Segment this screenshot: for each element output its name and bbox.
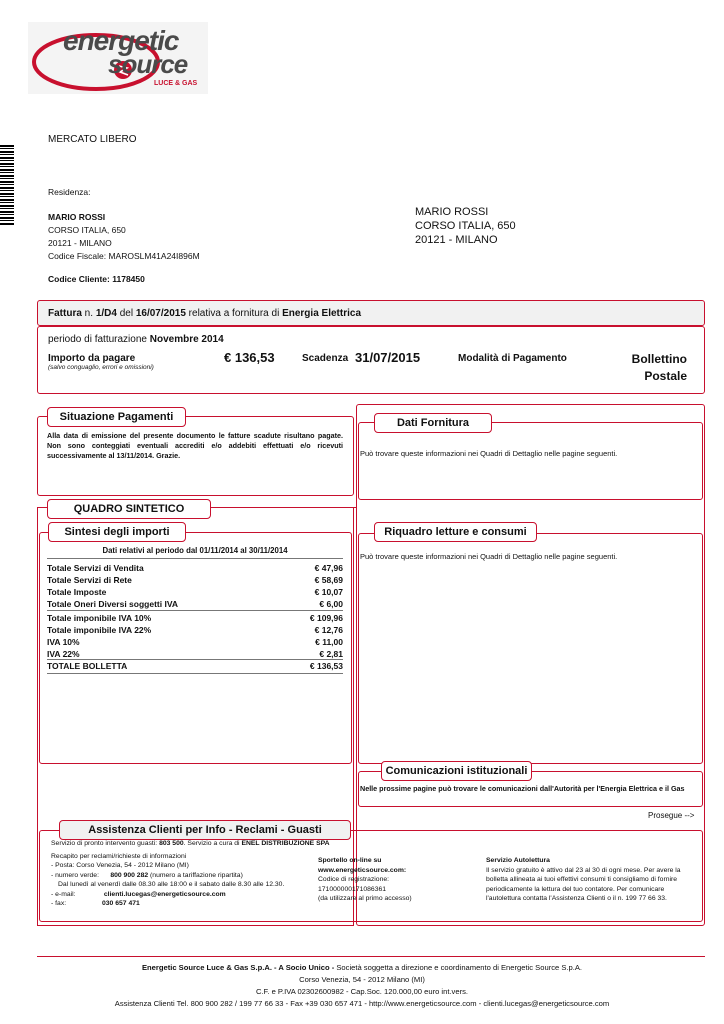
residence-tax-code: Codice Fiscale: MAROSLM41A24I896M xyxy=(48,251,200,261)
footer-line-2: Corso Venezia, 54 - 2012 Milano (MI) xyxy=(299,975,425,984)
amount-label: Importo da pagare xyxy=(48,353,136,364)
residence-label: Residenza: xyxy=(48,187,91,197)
payments-title: Situazione Pagamenti xyxy=(47,407,186,427)
due-date: 31/07/2015 xyxy=(355,350,421,365)
summary-subtitle: Sintesi degli importi xyxy=(48,522,186,542)
supply-text: Può trovare queste informazioni nei Quadri di Dettaglio nelle pagine seguenti. xyxy=(360,449,618,458)
summary-row-value: € 10,07 xyxy=(314,587,343,597)
summary-row-value: € 58,69 xyxy=(314,575,343,585)
online-url[interactable]: www.energeticsource.com: xyxy=(318,866,407,874)
company-logo xyxy=(28,22,208,94)
recipient-name: MARIO ROSSI xyxy=(415,206,489,218)
payment-method: Bollettino Postale xyxy=(631,352,687,383)
logo-wordmark-bottom: source xyxy=(108,49,188,79)
invoice-title: Fattura n. 1/D4 del 16/07/2015 relativa a fornitura di Energia Elettrica xyxy=(48,308,361,319)
summary-row-label: IVA 10% xyxy=(47,637,80,647)
logo-tagline: LUCE & GAS xyxy=(154,80,198,87)
readings-title: Riquadro letture e consumi xyxy=(374,522,537,542)
residence-block xyxy=(48,186,200,286)
recipient-street: CORSO ITALIA, 650 xyxy=(415,220,516,232)
market-label: MERCATO LIBERO xyxy=(48,134,137,145)
summary-row-label: IVA 22% xyxy=(47,649,80,659)
summary-row-value: € 11,00 xyxy=(315,637,343,647)
amount-note: (salvo conguaglio, errori e omissioni) xyxy=(48,364,154,371)
footer-rule xyxy=(37,956,705,957)
payments-text: Alla data di emissione del presente documento le fatture scadute risultano pagate. Non sono conteggiati eventuali accrediti e/o addebiti effettuati e/o ricevuti successivamente al 13/11/2014. Grazie. xyxy=(47,431,343,460)
supply-title: Dati Fornitura xyxy=(374,413,492,433)
assistance-online: Sportello on-line su www.energeticsource.com: Codice di registrazione: 171000000171086361 (da utilizzare al primo accesso) xyxy=(318,856,468,904)
amount-value: € 136,53 xyxy=(224,350,275,365)
footer xyxy=(0,962,724,1010)
post-line: - Posta: Corso Venezia, 54 - 2012 Milano (MI) xyxy=(51,862,189,869)
summary-row-value: € 2,81 xyxy=(319,649,343,659)
residence-city: 20121 - MILANO xyxy=(48,238,112,248)
barcode xyxy=(0,145,14,225)
summary-row-label: TOTALE BOLLETTA xyxy=(47,661,128,671)
summary-rule-top xyxy=(47,558,343,559)
comms-text: Nelle prossime pagine può trovare le comunicazioni dall'Autorità per l'Energia Elettrica e il Gas xyxy=(360,784,685,793)
assistance-left xyxy=(51,839,351,909)
email-line[interactable]: - e-mail: clienti.lucegas@energeticsource.com xyxy=(51,890,226,898)
summary-row-label: Totale Imposte xyxy=(47,587,107,597)
footer-line-3: C.F. e P.IVA 02302600982 - Cap.Soc. 120.000,00 euro int.vers. xyxy=(255,987,469,996)
summary-row-value: € 12,76 xyxy=(314,625,343,635)
green-line: - numero verde: 800 900 282 (numero a tariffazione ripartita) xyxy=(51,871,243,879)
summary-connector xyxy=(210,507,356,508)
residence-name: MARIO ROSSI xyxy=(48,212,106,222)
summary-period: Dati relativi al periodo dal 01/11/2014 al 30/11/2014 xyxy=(102,546,288,555)
fax-line: - fax: 030 657 471 xyxy=(51,900,140,907)
due-label: Scadenza xyxy=(302,353,349,364)
billing-period: periodo di fatturazione Novembre 2014 xyxy=(48,334,224,345)
summary-row-value: € 136,53 xyxy=(309,661,343,671)
summary-row-value: € 109,96 xyxy=(309,613,343,623)
footer-line-4: Assistenza Clienti Tel. 800 900 282 / 199 77 66 33 - Fax +39 030 657 471 - http://www.energeticsource.com - clienti.lucegas@energeticsource.com xyxy=(114,999,610,1008)
supply-box xyxy=(358,422,703,500)
logo-wordmark-top: energetic xyxy=(63,25,179,56)
invoice-header xyxy=(37,300,705,326)
summary-row-label: Totale Servizi di Rete xyxy=(47,575,132,585)
readings-text: Può trovare queste informazioni nei Quadri di Dettaglio nelle pagine seguenti. xyxy=(360,552,618,561)
summary-row-label: Totale Oneri Diversi soggetti IVA xyxy=(47,599,178,609)
summary-rule xyxy=(47,610,343,611)
client-code: Codice Cliente: 1178450 xyxy=(48,274,145,284)
assistance-self-reading: Servizio Autolettura Il servizio gratuito è attivo dal 23 al 30 di ogni mese. Per avere la bolletta allineata ai tuoi effettivi consumi ti consigliamo di fornire periodicamente la lettura del tuo contatore. Per comunicare l'autolettura contatta l'Assistenza Clienti o il n. 199 77 66 33. xyxy=(486,857,681,902)
comms-title: Comunicazioni istituzionali xyxy=(381,761,532,781)
summary-row-label: Totale Servizi di Vendita xyxy=(47,563,144,573)
summary-row-label: Totale imponibile IVA 10% xyxy=(47,613,152,623)
summary-rule-bottom xyxy=(47,673,343,674)
readings-box xyxy=(358,533,703,764)
summary-row-value: € 47,96 xyxy=(314,563,343,573)
summary-row-value: € 6,00 xyxy=(319,599,343,609)
assistance-title: Assistenza Clienti per Info - Reclami - Guasti xyxy=(59,820,351,840)
summary-row-label: Totale imponibile IVA 22% xyxy=(47,625,152,635)
recipient-city: 20121 - MILANO xyxy=(415,234,498,246)
summary-rule xyxy=(47,659,343,660)
hours-line: Dal lunedì al venerdì dalle 08.30 alle 18:00 e il sabato dalle 8.30 alle 12.30. xyxy=(58,881,285,888)
summary-title: QUADRO SINTETICO xyxy=(47,499,211,519)
payment-label: Modalità di Pagamento xyxy=(458,353,567,364)
footer-line-1: Energetic Source Luce & Gas S.p.A. - A Socio Unico - Società soggetta a direzione e coordinamento di Energetic Source S.p.A. xyxy=(141,963,583,972)
continue-label: Prosegue --> xyxy=(648,811,695,820)
residence-street: CORSO ITALIA, 650 xyxy=(48,225,126,235)
billing-summary xyxy=(37,326,705,394)
emergency-line: Servizio di pronto intervento guasti: 803 500. Servizio a cura di ENEL DISTRIBUZIONE SPA xyxy=(51,840,330,847)
recapito-line: Recapito per reclami/richieste di informazioni xyxy=(51,852,187,860)
recipient-address xyxy=(415,205,516,247)
